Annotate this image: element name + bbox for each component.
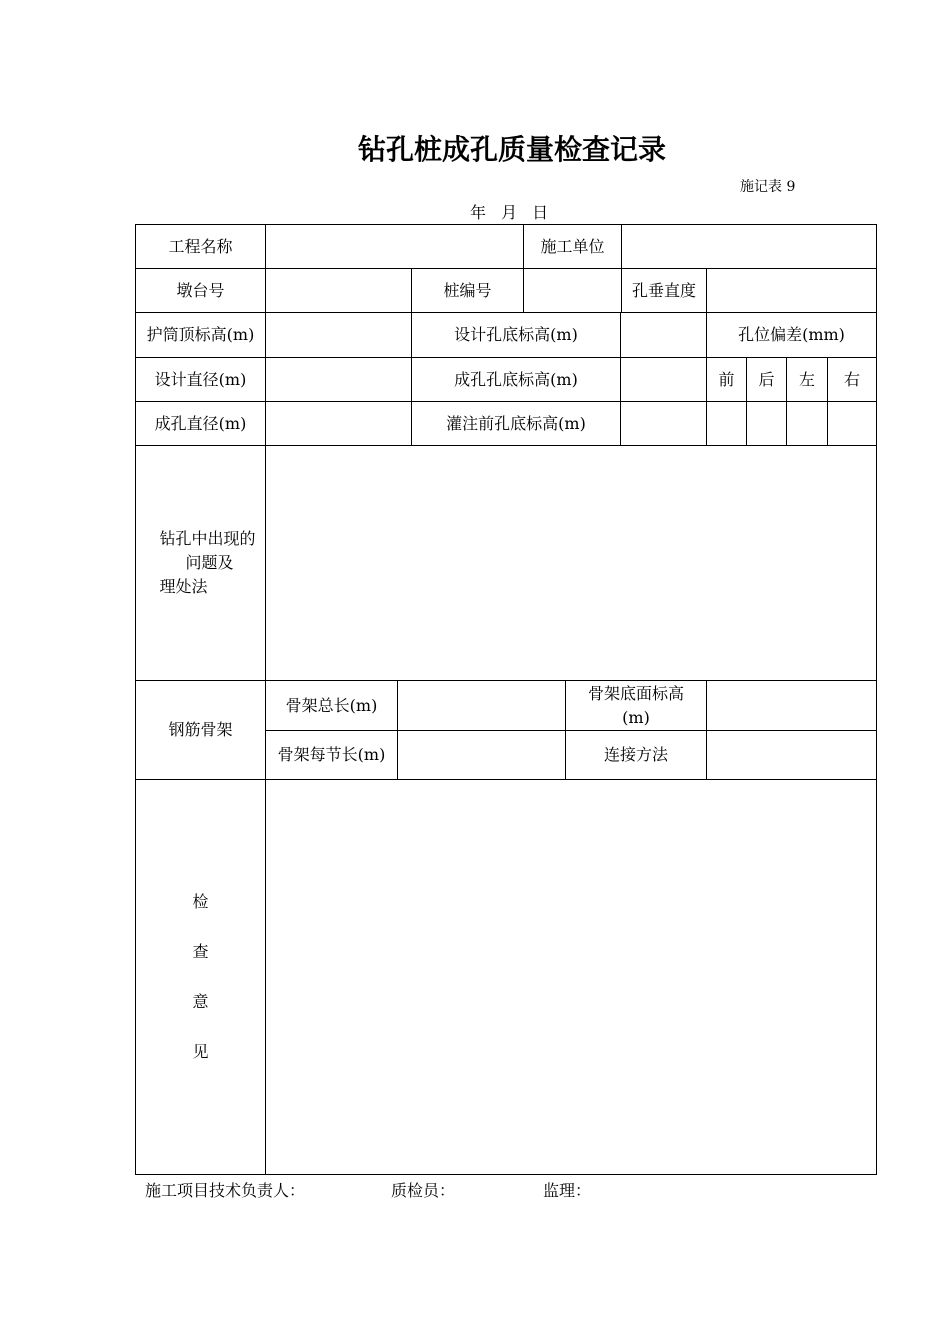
dev-right-field[interactable] bbox=[828, 402, 876, 445]
problems-label bbox=[136, 446, 265, 680]
dev-left-label: 左 bbox=[798, 369, 815, 389]
inspection-char-3: 意 bbox=[192, 992, 209, 1011]
inspection-char-2: 查 bbox=[192, 942, 209, 961]
pre-pour-bottom-elev-field[interactable] bbox=[621, 402, 706, 445]
cage-bottom-elev-label-line1: 骨架底面标高 bbox=[587, 683, 684, 703]
connection-method-field[interactable] bbox=[707, 731, 876, 779]
pile-no-field[interactable] bbox=[524, 269, 621, 312]
document-title: 钻孔桩成孔质量检查记录 bbox=[357, 133, 666, 166]
inspection-char-4: 见 bbox=[192, 1042, 209, 1061]
hole-diameter-label: 成孔直径(m) bbox=[154, 413, 247, 433]
dev-back-field[interactable] bbox=[747, 402, 786, 445]
problems-label-line3: 理处法 bbox=[159, 577, 208, 596]
actual-bottom-elev-field[interactable] bbox=[621, 358, 706, 401]
inspection-char-1: 检 bbox=[192, 892, 209, 911]
construction-unit-label: 施工单位 bbox=[540, 236, 605, 256]
hole-verticality-label: 孔垂直度 bbox=[631, 280, 696, 300]
cage-bottom-elev-label-line2: (m) bbox=[622, 707, 650, 727]
pile-no-label: 桩编号 bbox=[443, 280, 492, 300]
casing-top-elev-label: 护筒顶标高(m) bbox=[146, 325, 255, 344]
cage-bottom-elev-field[interactable] bbox=[707, 681, 876, 730]
design-bottom-elev-label: 设计孔底标高(m) bbox=[454, 325, 578, 344]
inspector-signature: 质检员： bbox=[391, 1181, 456, 1200]
problems-label-line2: 问题及 bbox=[185, 553, 234, 572]
hole-position-dev-label: 孔位偏差(mm) bbox=[738, 325, 845, 344]
cage-total-length-label: 骨架总长(m) bbox=[285, 695, 378, 715]
dev-front-field[interactable] bbox=[707, 402, 746, 445]
dev-left-field[interactable] bbox=[787, 402, 827, 445]
design-diameter-label: 设计直径(m) bbox=[154, 369, 247, 389]
cage-section-length-field[interactable] bbox=[398, 731, 565, 779]
cage-total-length-field[interactable] bbox=[398, 681, 565, 730]
supervisor-signature: 监理： bbox=[543, 1181, 592, 1200]
problems-field[interactable] bbox=[266, 446, 876, 680]
inspection-opinion-label bbox=[136, 780, 265, 1174]
dev-right-label: 右 bbox=[843, 369, 860, 389]
design-bottom-elev-field[interactable] bbox=[621, 313, 706, 357]
tech-lead-signature: 施工项目技术负责人： bbox=[145, 1181, 306, 1200]
date-line: 年 月 日 bbox=[470, 203, 549, 222]
dev-back-label: 后 bbox=[758, 369, 775, 389]
actual-bottom-elev-label: 成孔孔底标高(m) bbox=[454, 369, 578, 389]
form-number: 施记表 9 bbox=[740, 179, 796, 195]
hole-verticality-field[interactable] bbox=[707, 269, 876, 312]
cage-section-length-label: 骨架每节长(m) bbox=[277, 745, 386, 764]
project-name-field[interactable] bbox=[266, 225, 523, 268]
project-name-label: 工程名称 bbox=[168, 236, 233, 256]
pier-no-label: 墩台号 bbox=[176, 280, 225, 300]
construction-unit-field[interactable] bbox=[622, 225, 876, 268]
hole-diameter-field[interactable] bbox=[266, 402, 411, 445]
pier-no-field[interactable] bbox=[266, 269, 411, 312]
problems-label-line1: 钻孔中出现的 bbox=[159, 529, 256, 548]
casing-top-elev-field[interactable] bbox=[266, 313, 411, 357]
pre-pour-bottom-elev-label: 灌注前孔底标高(m) bbox=[446, 413, 586, 433]
dev-front-label: 前 bbox=[718, 369, 735, 389]
design-diameter-field[interactable] bbox=[266, 358, 411, 401]
rebar-cage-label: 钢筋骨架 bbox=[168, 720, 233, 739]
inspection-opinion-field[interactable] bbox=[266, 780, 876, 1174]
cage-bottom-elev-label bbox=[566, 681, 706, 730]
connection-method-label: 连接方法 bbox=[603, 745, 668, 764]
